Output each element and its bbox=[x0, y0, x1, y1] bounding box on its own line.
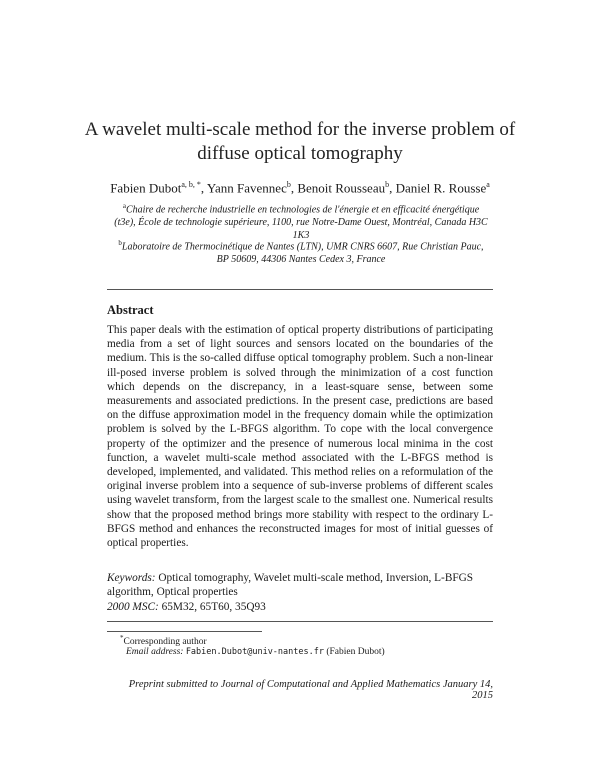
author-name: Fabien Dubot bbox=[110, 180, 182, 196]
footnote-corresponding-text: Corresponding author bbox=[123, 637, 207, 648]
keywords-label: Keywords: bbox=[107, 572, 156, 584]
email-address[interactable]: Fabien.Dubot@univ-nantes.fr bbox=[185, 647, 324, 657]
affiliation-text: Laboratoire de Thermocinétique de Nantes (LTN), UMR CNRS 6607, Rue Christian Pauc, BP 50609, 44306 Nantes Cedex 3, France bbox=[121, 241, 484, 266]
author-name: Daniel R. Rousse bbox=[395, 180, 487, 196]
author-affiliation-marker: a, b, * bbox=[181, 180, 201, 189]
author-list: Fabien Dubot$^{a, b, *}$, Yann Favennec$^b$, Benoit Rousseau$^b$, Daniel R. Rousse$^a$ bbox=[110, 180, 490, 196]
abstract-heading: Abstract bbox=[107, 303, 154, 317]
paper-title: A wavelet multi-scale method for the inverse problem of diffuse optical tomography bbox=[84, 119, 516, 164]
email-label: Email address: bbox=[126, 647, 184, 657]
footnote-rule bbox=[107, 631, 262, 632]
author-affiliation-marker: b bbox=[286, 180, 291, 189]
msc-label: 2000 MSC: bbox=[107, 601, 159, 613]
affiliation-marker: b bbox=[118, 239, 122, 247]
email-owner: (Fabien Dubot) bbox=[326, 647, 385, 657]
affiliation-a bbox=[112, 200, 490, 242]
author-affiliation-marker: b bbox=[385, 180, 390, 189]
author-name: Yann Favennec bbox=[206, 180, 287, 196]
keywords bbox=[107, 571, 493, 599]
author-affiliation-marker: a bbox=[486, 180, 490, 189]
footnote-corresponding bbox=[120, 634, 207, 647]
affiliation-b bbox=[112, 237, 490, 266]
footnote-email bbox=[126, 647, 385, 657]
preprint-notice: Preprint submitted to Journal of Computational and Applied Mathematics January 14, 2015 bbox=[128, 679, 493, 701]
keywords-text: Optical tomography, Wavelet multi-scale method, Inversion, L-BFGS algorithm, Optical properties bbox=[107, 572, 474, 599]
author-name: Benoit Rousseau bbox=[297, 180, 386, 196]
abstract-bottom-rule bbox=[107, 621, 493, 622]
footnote-marker: * bbox=[120, 634, 124, 642]
msc-codes: 65M32, 65T60, 35Q93 bbox=[161, 601, 266, 613]
msc-classification bbox=[107, 600, 493, 614]
abstract-body: This paper deals with the estimation of optical property distributions of participating media from a set of light sources and sensors located on the boundaries of the medium. This is the so-called diffuse optical tomography problem. Such a non-linear ill-posed inverse problem is solved through the minimization of a cost function which depends on the discrepancy, in a least-square sense, between some measurements and associated predictions. In the present case, predictions are based on the diffuse approximation model in the frequency domain while the optimization problem is solved by the L-BFGS algorithm. To cope with the local convergence property of the optimizer and the presence of numerous local minima in the cost function, a wavelet multi-scale method associated with the L-BFGS method is developed, implemented, and validated. This method relies on a reformulation of the original inverse problem into a sequence of sub-inverse problems of different scales using wavelet transform, from the largest scale to the smallest one. Numerical results show that the proposed method brings more stability with respect to the ordinary L-BFGS method and enhances the reconstructed images for most of initial guesses of optical properties. bbox=[107, 324, 493, 550]
affiliation-text: Chaire de recherche industrielle en technologies de l'énergie et en efficacité énergétique (t3e), École de technologie supérieure, 1100, rue Notre-Dame Ouest, Montréal, Canada H3C 1K3 bbox=[114, 204, 488, 242]
abstract-top-rule bbox=[107, 289, 493, 290]
affiliation-marker: a bbox=[122, 202, 126, 210]
